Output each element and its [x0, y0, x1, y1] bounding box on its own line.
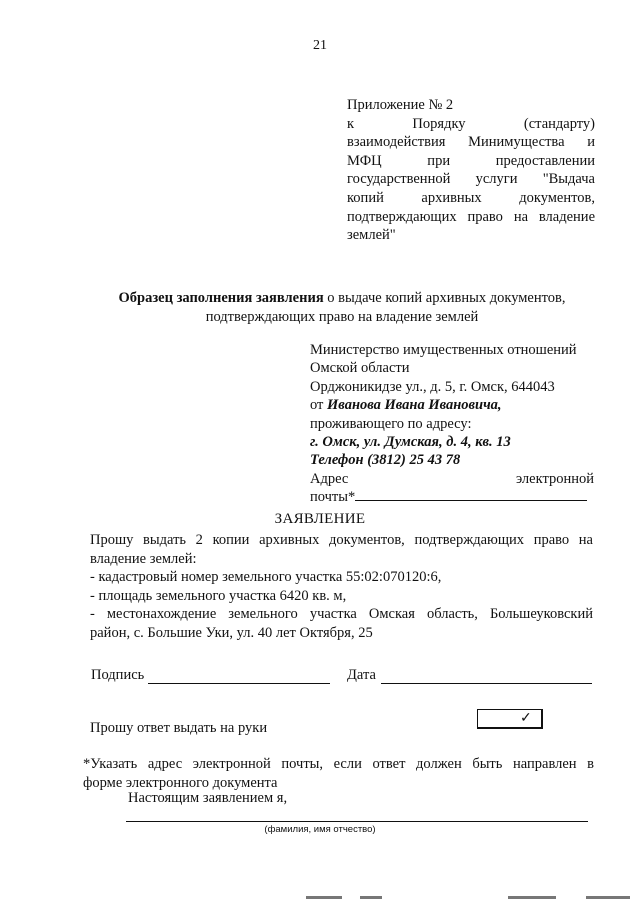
- document-title: ЗАЯВЛЕНИЕ: [274, 511, 366, 527]
- addressee-address: Орджоникидзе ул., д. 5, г. Омск, 644043: [310, 378, 555, 395]
- footnote-line: *Указать адрес электронной почты, если ответ должен быть направлен в: [83, 756, 594, 772]
- appendix-line: государственной услуги "Выдача: [347, 171, 595, 188]
- addressee-block: [310, 341, 594, 507]
- application-body: [90, 531, 593, 643]
- consent-text: Настоящим заявлением я,: [128, 790, 288, 806]
- sample-heading: [60, 289, 624, 327]
- cut-off-next-line: [0, 896, 640, 905]
- page-number: 21: [313, 38, 327, 53]
- applicant-name: Иванова Ивана Ивановича,: [327, 397, 502, 414]
- email-label: Адрес электронной: [310, 470, 594, 487]
- heading-bold: Образец заполнения заявления: [118, 290, 324, 306]
- footnote-line: форме электронного документа: [83, 774, 278, 791]
- residing-label: проживающего по адресу:: [310, 415, 472, 432]
- appendix-line: подтверждающих право на владение: [347, 208, 595, 225]
- appendix-line: Приложение № 2: [347, 97, 454, 113]
- appendix-line: взаимодействия Минимущества и: [347, 134, 595, 151]
- from-prefix: от: [310, 397, 328, 414]
- addressee-ministry: Министерство имущественных отношений: [310, 342, 577, 358]
- appendix-line: к Порядку (стандарту): [347, 115, 595, 132]
- answer-in-person-label: Прошу ответ выдать на руки: [90, 720, 268, 736]
- body-line: район, с. Большие Уки, ул. 40 лет Октября, 25: [90, 624, 373, 641]
- body-line: Прошу выдать 2 копии архивных документов, подтверждающих право на: [90, 532, 593, 548]
- body-line: - площадь земельного участка 6420 кв. м,: [90, 587, 347, 604]
- email-row: [310, 488, 594, 506]
- body-line: владение землей:: [90, 550, 197, 567]
- email-field[interactable]: [355, 488, 587, 501]
- appendix-line: землей": [347, 227, 396, 244]
- text-fragment: [360, 896, 382, 899]
- text-fragment: [508, 896, 556, 899]
- body-line: - местонахождение земельного участка Омская область, Большеуковский: [90, 606, 593, 623]
- applicant-address: г. Омск, ул. Думская, д. 4, кв. 13: [310, 434, 511, 451]
- full-name-caption: (фамилия, имя отчество): [264, 824, 376, 835]
- full-name-field[interactable]: [126, 820, 588, 822]
- appendix-line: МФЦ при предоставлении: [347, 152, 595, 169]
- heading-rest: о выдаче копий архивных документов,: [323, 290, 566, 306]
- text-fragment: [306, 896, 342, 899]
- email-label-2: почты*: [310, 489, 356, 506]
- date-field[interactable]: [381, 682, 592, 684]
- appendix-line: копий архивных документов,: [347, 189, 595, 206]
- heading-line2: подтверждающих право на владение землей: [205, 309, 479, 325]
- signature-field[interactable]: [148, 682, 330, 684]
- applicant-from: [310, 396, 594, 414]
- applicant-phone: Телефон (3812) 25 43 78: [310, 452, 461, 469]
- footnote: [83, 755, 594, 792]
- body-line: - кадастровый номер земельного участка 55:02:070120:6,: [90, 569, 442, 586]
- signature-label: Подпись: [91, 667, 145, 683]
- date-label: Дата: [347, 667, 376, 683]
- answer-in-person-checkbox[interactable]: [477, 709, 543, 729]
- addressee-region: Омской области: [310, 360, 410, 377]
- checkmark-icon: ✓: [520, 711, 532, 726]
- appendix-reference: [347, 96, 595, 245]
- text-fragment: [586, 896, 630, 899]
